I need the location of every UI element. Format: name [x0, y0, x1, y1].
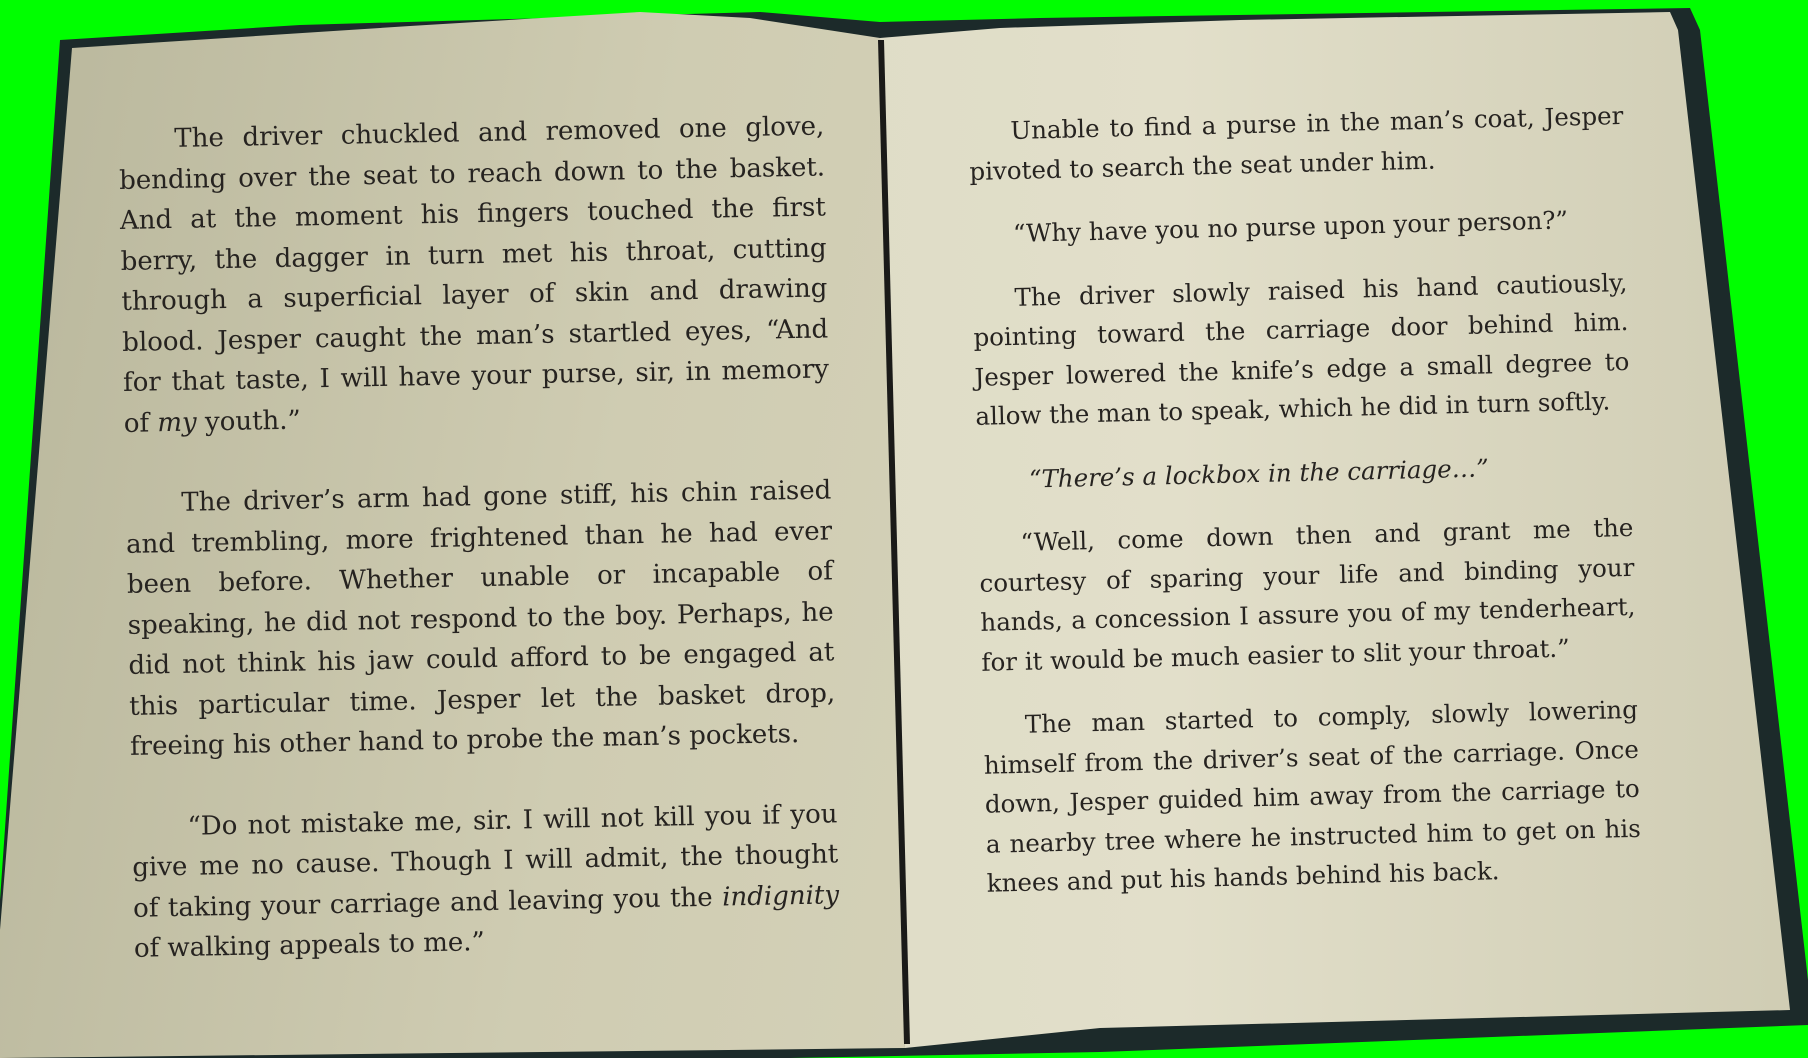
left-paragraph-2: The driver’s arm had gone stiff, his chin raised and trembling, more frightened than he had ever been before. Whether unable or incapable of speaking, he did not respond to the boy. Perhaps, he did not think his jaw could afford to be engaged at this particular time. Jesper let the basket drop, freeing his other hand to probe the man’s pockets.: [125, 475, 836, 762]
right-paragraph-4: “There’s a lockbox in the carriage…”: [1028, 452, 1490, 494]
left-paragraph-1: The driver chuckled and removed one glove, bending over the seat to reach down to the basket. And at the moment his fingers touched the first berry, the dagger in turn met his throat, cutting through a superficial layer of skin and drawing blood. Jesper caught the man’s startled eyes, “And for that taste, I will have your purse, sir, in memory of my youth.”: [118, 111, 830, 439]
right-paragraph-2: “Why have you no purse upon your person?”: [1012, 205, 1569, 248]
right-paragraph-1: Unable to find a purse in the man’s coat, Jesper pivoted to search the seat under him.: [969, 100, 1624, 186]
right-paragraph-3: The driver slowly raised his hand cautiously, pointing toward the carriage door behind him. Jesper lowered the knife’s edge a small degree to allow the man to speak, which he did in turn softly.: [973, 267, 1630, 431]
left-page-text: [118, 106, 841, 1009]
left-paragraph-3: “Do not mistake me, sir. I will not kill you if you give me no cause. Though I will admit, the thought of taking your carriage and leaving you the indignity of walking appeals to me.”: [132, 798, 840, 964]
right-paragraph-5: “Well, come down then and grant me the courtesy of sparing your life and binding your hands, a concession I assure you of my tenderheart, for it would be much easier to slit your throat.”: [979, 512, 1636, 677]
right-page-text: [968, 96, 1643, 927]
right-paragraph-6: The man started to comply, slowly lowering himself from the driver’s seat of the carriage. Once down, Jesper guided him away from the carriage to a nearby tree where he instructed him to get on his knees and put his hands behind his back.: [983, 694, 1642, 898]
